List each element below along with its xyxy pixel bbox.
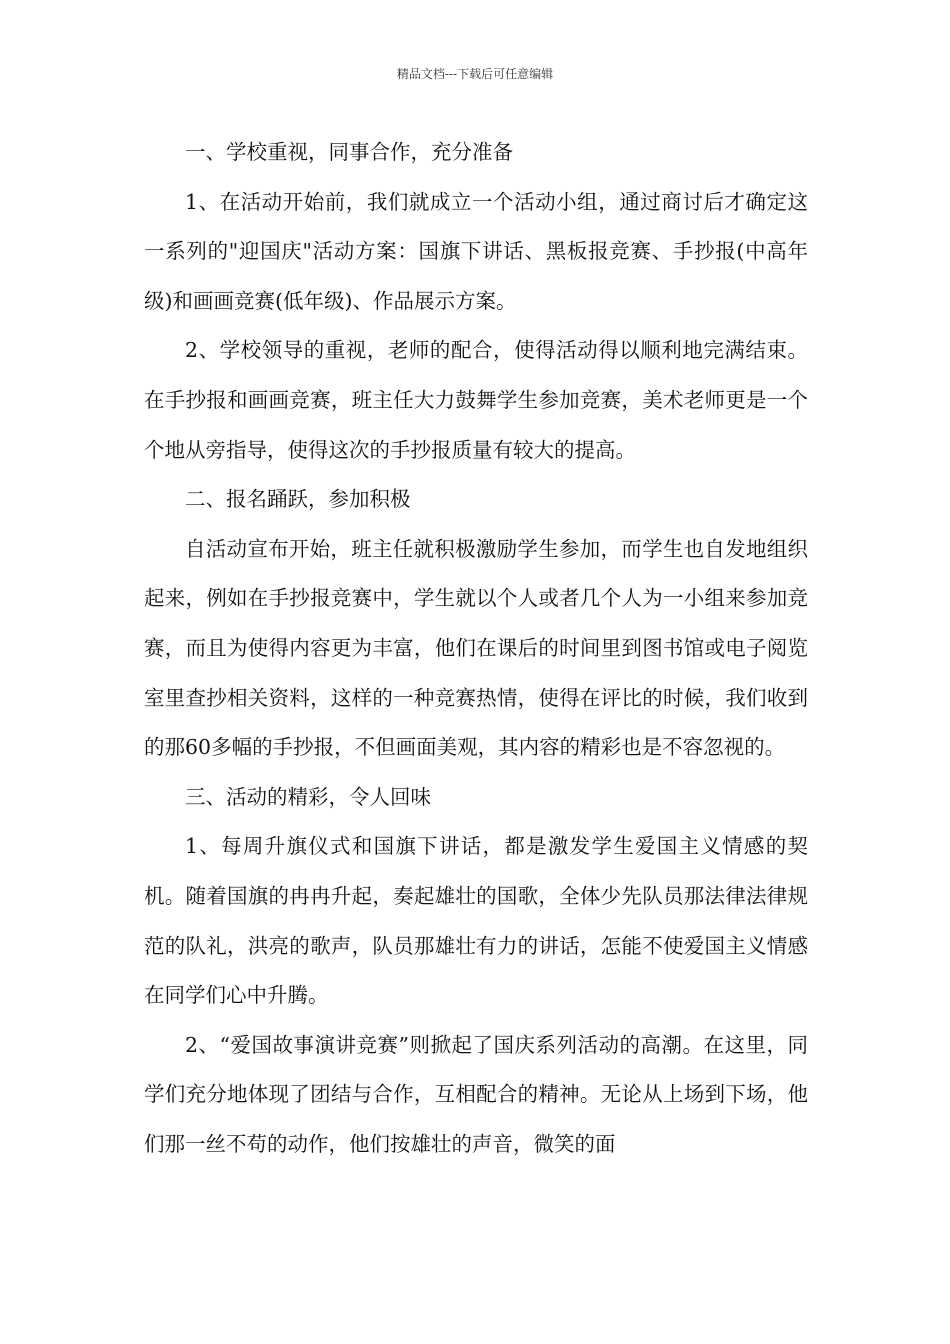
- paragraph: 1、每周升旗仪式和国旗下讲话，都是激发学生爱国主义情感的契机。随着国旗的冉冉升起，奏起雄壮的国歌，全体少先队员那法律法律规范的队礼，洪亮的歌声，队员那雄壮有力的讲话，怎能不使爱国主义情感在同学们心中升腾。: [144, 834, 808, 1008]
- heading-3: 三、活动的精彩，令人回味: [185, 784, 431, 809]
- paragraph: 1、在活动开始前，我们就成立一个活动小组，通过商讨后才确定这一系列的"迎国庆"活动方案：国旗下讲话、黑板报竞赛、手抄报(中高年级)和画画竞赛(低年级)、作品展示方案。: [144, 189, 808, 313]
- page-header: 精品文档---下载后可任意编辑: [396, 67, 554, 81]
- document-body: [144, 128, 808, 1169]
- paragraph: 自活动宣布开始，班主任就积极激励学生参加，而学生也自发地组织起来，例如在手抄报竞赛中，学生就以个人或者几个人为一小组来参加竞赛，而且为使得内容更为丰富，他们在课后的时间里到图书馆或电子阅览室里查抄相关资料，这样的一种竞赛热情，使得在评比的时候，我们收到的那60多幅的手抄报，不但画面美观，其内容的精彩也是不容忽视的。: [144, 536, 808, 760]
- paragraph: 2、“爱国故事演讲竞赛”则掀起了国庆系列活动的高潮。在这里，同学们充分地体现了团结与合作，互相配合的精神。无论从上场到下场，他们那一丝不苟的动作，他们按雄壮的声音，微笑的面: [144, 1032, 808, 1156]
- heading-2: 二、报名踊跃，参加积极: [185, 487, 411, 512]
- paragraph: 2、学校领导的重视，老师的配合，使得活动得以顺利地完满结束。在手抄报和画画竞赛，班主任大力鼓舞学生参加竞赛，美术老师更是一个个地从旁指导，使得这次的手抄报质量有较大的提高。: [144, 338, 808, 462]
- heading-1: 一、学校重视，同事合作，充分准备: [185, 140, 513, 164]
